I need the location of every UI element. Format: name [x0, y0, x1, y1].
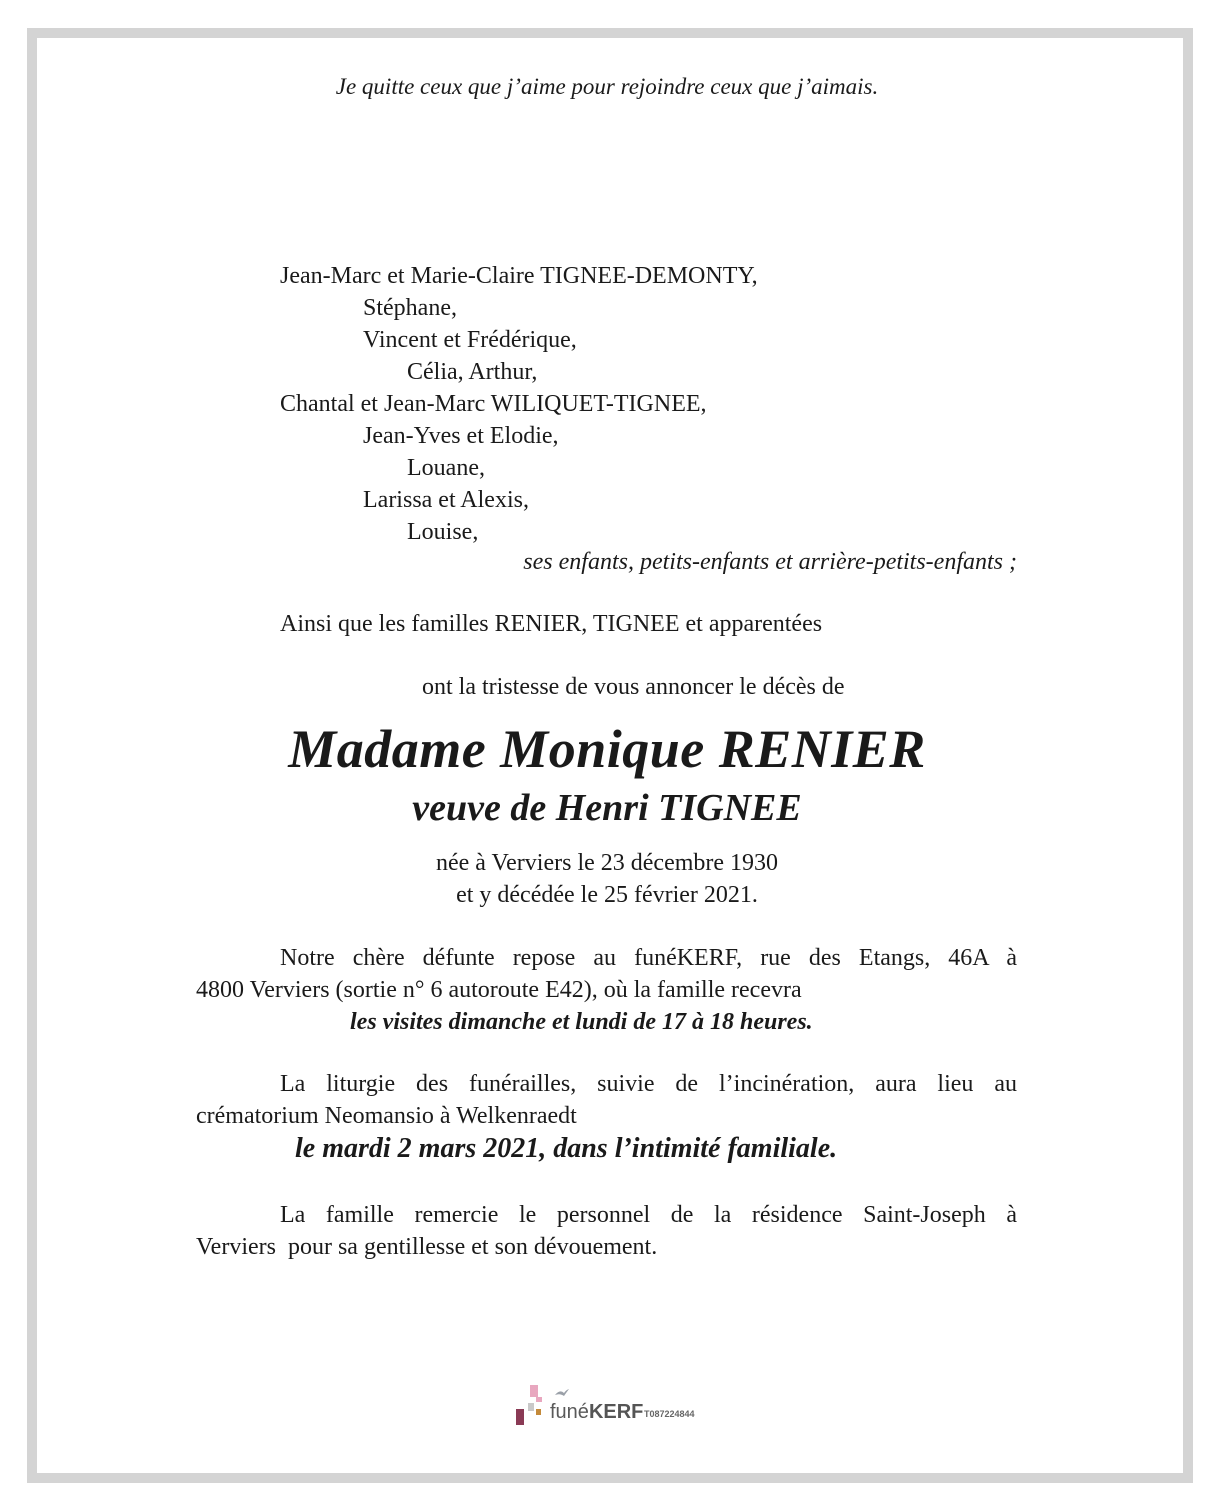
deceased-name: Madame Monique RENIER	[288, 719, 926, 779]
visits-hours: les visites dimanche et lundi de 17 à 18 heures.	[350, 1009, 813, 1035]
birth-line: née à Verviers le 23 décembre 1930	[435, 850, 779, 876]
thanks-line: Verviers pour sa gentillesse et son dévouement.	[196, 1234, 658, 1260]
thanks-line: La famille remercie le personnel de la résidence Saint-Joseph à	[280, 1202, 1017, 1228]
logo-text	[550, 1401, 643, 1423]
logo-square	[530, 1385, 538, 1397]
family-line: Jean-Yves et Elodie,	[363, 423, 559, 449]
deceased-widow: veuve de Henri TIGNEE	[412, 787, 802, 829]
funeral-paragraph	[196, 1068, 1017, 1132]
families-line: Ainsi que les familles RENIER, TIGNEE et apparentées	[280, 611, 823, 637]
funeral-date: le mardi 2 mars 2021, dans l’intimité familiale.	[295, 1133, 838, 1164]
logo-square	[528, 1403, 534, 1411]
family-line: Louise,	[407, 519, 479, 545]
funeral-line: crématorium Neomansio à Welkenraedt	[196, 1103, 577, 1129]
bird-icon	[554, 1387, 570, 1399]
family-line: Larissa et Alexis,	[363, 487, 529, 513]
logo-brand-bold: KERF	[588, 1401, 644, 1423]
logo-square	[516, 1409, 524, 1425]
logo-square	[536, 1397, 542, 1402]
funeral-line: La liturgie des funérailles, suivie de l’incinération, aura lieu au	[280, 1071, 1017, 1097]
family-line: Jean-Marc et Marie-Claire TIGNEE-DEMONTY,	[280, 263, 758, 289]
logo-phone: T087224844	[644, 1409, 695, 1419]
thanks-paragraph	[196, 1199, 1017, 1263]
relation-line: ses enfants, petits-enfants et arrière-petits-enfants ;	[523, 549, 1017, 575]
visits-line: 4800 Verviers (sortie n° 6 autoroute E42), où la famille recevra	[196, 977, 802, 1003]
announce-line: ont la tristesse de vous annoncer le décès de	[422, 674, 845, 700]
family-line: Stéphane,	[363, 295, 457, 321]
family-line: Célia, Arthur,	[407, 359, 538, 385]
family-line: Chantal et Jean-Marc WILIQUET-TIGNEE,	[280, 391, 707, 417]
visits-line: Notre chère défunte repose au funéKERF, rue des Etangs, 46A à	[280, 945, 1017, 971]
logo-brand-light: funé	[550, 1401, 589, 1423]
logo-square	[536, 1409, 541, 1415]
family-line: Louane,	[407, 455, 485, 481]
death-line: et y décédée le 25 février 2021.	[456, 882, 758, 908]
family-line: Vincent et Frédérique,	[363, 327, 577, 353]
funekerf-logo	[514, 1383, 714, 1429]
epitaph-quote: Je quitte ceux que j’aime pour rejoindre ceux que j’aimais.	[335, 74, 879, 99]
visits-paragraph	[196, 942, 1017, 1006]
